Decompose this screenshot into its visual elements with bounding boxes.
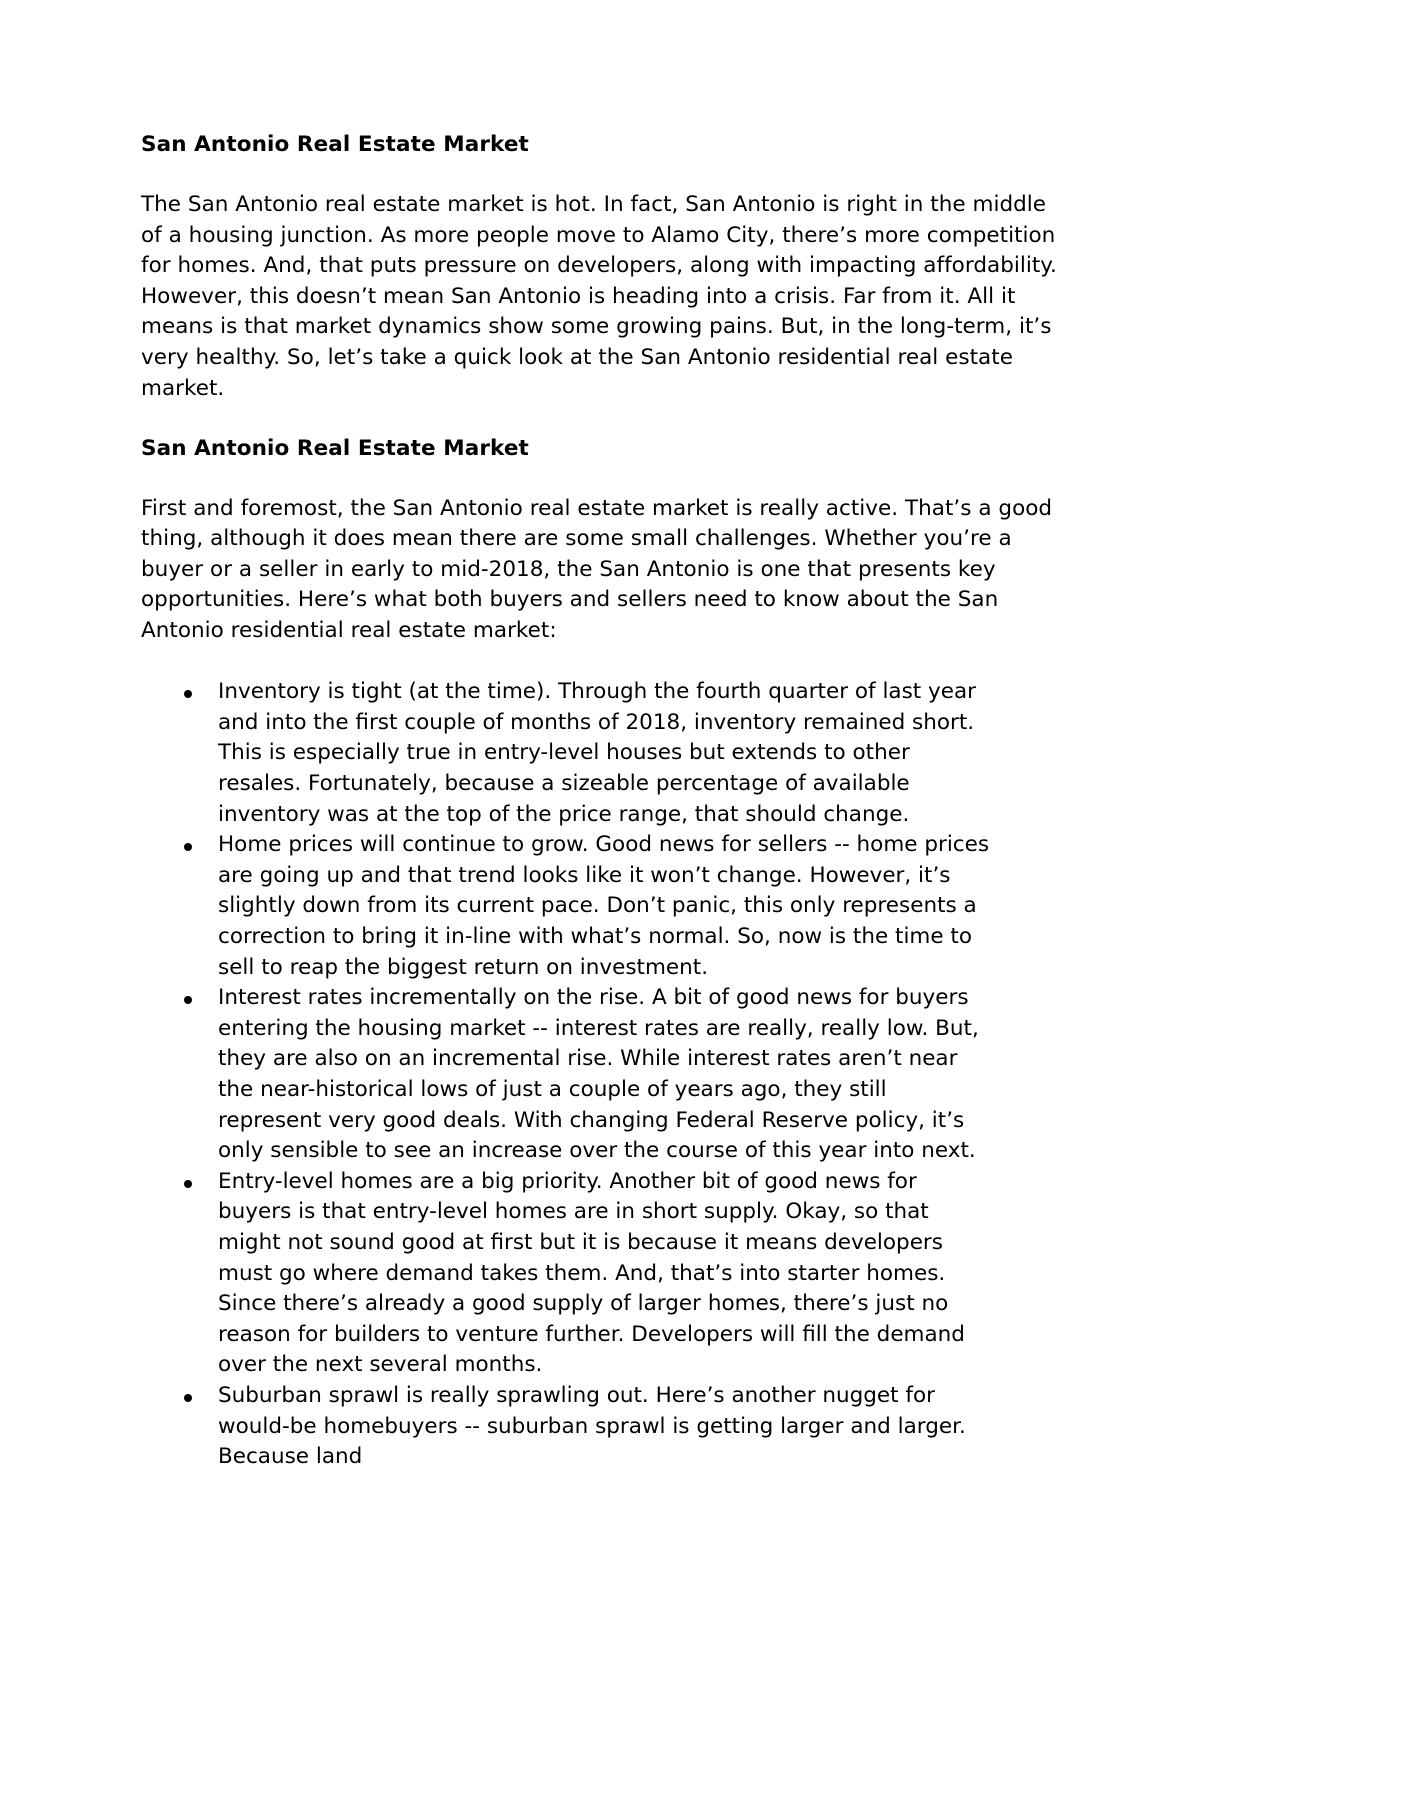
key-points-list <box>141 677 1071 1472</box>
document-body <box>141 131 1071 1473</box>
bullet-icon <box>183 677 194 708</box>
block-spacer <box>141 159 1071 190</box>
list-item-text: Home prices will continue to grow. Good news for sellers -- home prices are going up and that trend looks like it won’t change. However, it’s slightly down from its current pace. Don’t panic, this only represents a correction to bring it in-line with what’s normal. So, now is the time to sell to reap the biggest return on investment. <box>218 832 990 980</box>
bullet-icon <box>183 1167 194 1198</box>
block-spacer <box>141 463 1071 494</box>
list-item <box>141 1381 994 1473</box>
block-spacer <box>141 647 1071 678</box>
section-heading-market: San Antonio Real Estate Market <box>141 435 529 461</box>
list-item-text: Entry-level homes are a big priority. Another bit of good news for buyers is that entry-level homes are in short supply. Okay, so that might not sound good at first but it is because it means developers must go where demand takes them. And, that’s into starter homes. Since there’s already a good supply of larger homes, there’s just no reason for builders to venture further. Developers will fill the demand over the next several months. <box>218 1168 965 1378</box>
list-item-text: Inventory is tight (at the time). Through the fourth quarter of last year and into the first couple of months of 2018, inventory remained short. This is especially true in entry-level houses but extends to other resales. Fortunately, because a sizeable percentage of available inventory was at the top of the price range, that should change. <box>218 679 977 827</box>
list-item <box>141 677 994 830</box>
list-item-text: Interest rates incrementally on the rise. A bit of good news for buyers entering the housing market -- interest rates are really, really low. But, they are also on an incremental rise. While interest rates aren’t near the near-historical lows of just a couple of years ago, they still represent very good deals. With changing Federal Reserve policy, it’s only sensible to see an increase over the course of this year into next. <box>218 985 979 1164</box>
bullet-icon <box>183 1381 194 1412</box>
page-title: San Antonio Real Estate Market <box>141 132 529 157</box>
section-paragraph: First and foremost, the San Antonio real estate market is really active. That’s a good thing, although it does mean there are some small challenges. Whether you’re a buyer or a seller in early to mid-2018, the San Antonio is one that presents key opportunities. Here’s what both buyers and sellers need to know about the San Antonio residential real estate market: <box>141 495 1053 644</box>
bullet-icon <box>183 830 194 861</box>
bullet-icon <box>183 983 194 1014</box>
list-item <box>141 830 994 983</box>
list-item-text: Suburban sprawl is really sprawling out. Here’s another nugget for would-be homebuyers -- suburban sprawl is getting larger and larger. Because land <box>218 1382 966 1470</box>
block-spacer <box>141 404 1071 435</box>
list-item <box>141 1167 994 1381</box>
intro-paragraph: The San Antonio real estate market is hot. In fact, San Antonio is right in the middle of a housing junction. As more people move to Alamo City, there’s more competition for homes. And, that puts pressure on developers, along with impacting affordability. However, this doesn’t mean San Antonio is heading into a crisis. Far from it. All it means is that market dynamics show some growing pains. But, in the long-term, it’s very healthy. So, let’s take a quick look at the San Antonio residential real estate market. <box>141 191 1057 401</box>
list-item <box>141 983 994 1167</box>
